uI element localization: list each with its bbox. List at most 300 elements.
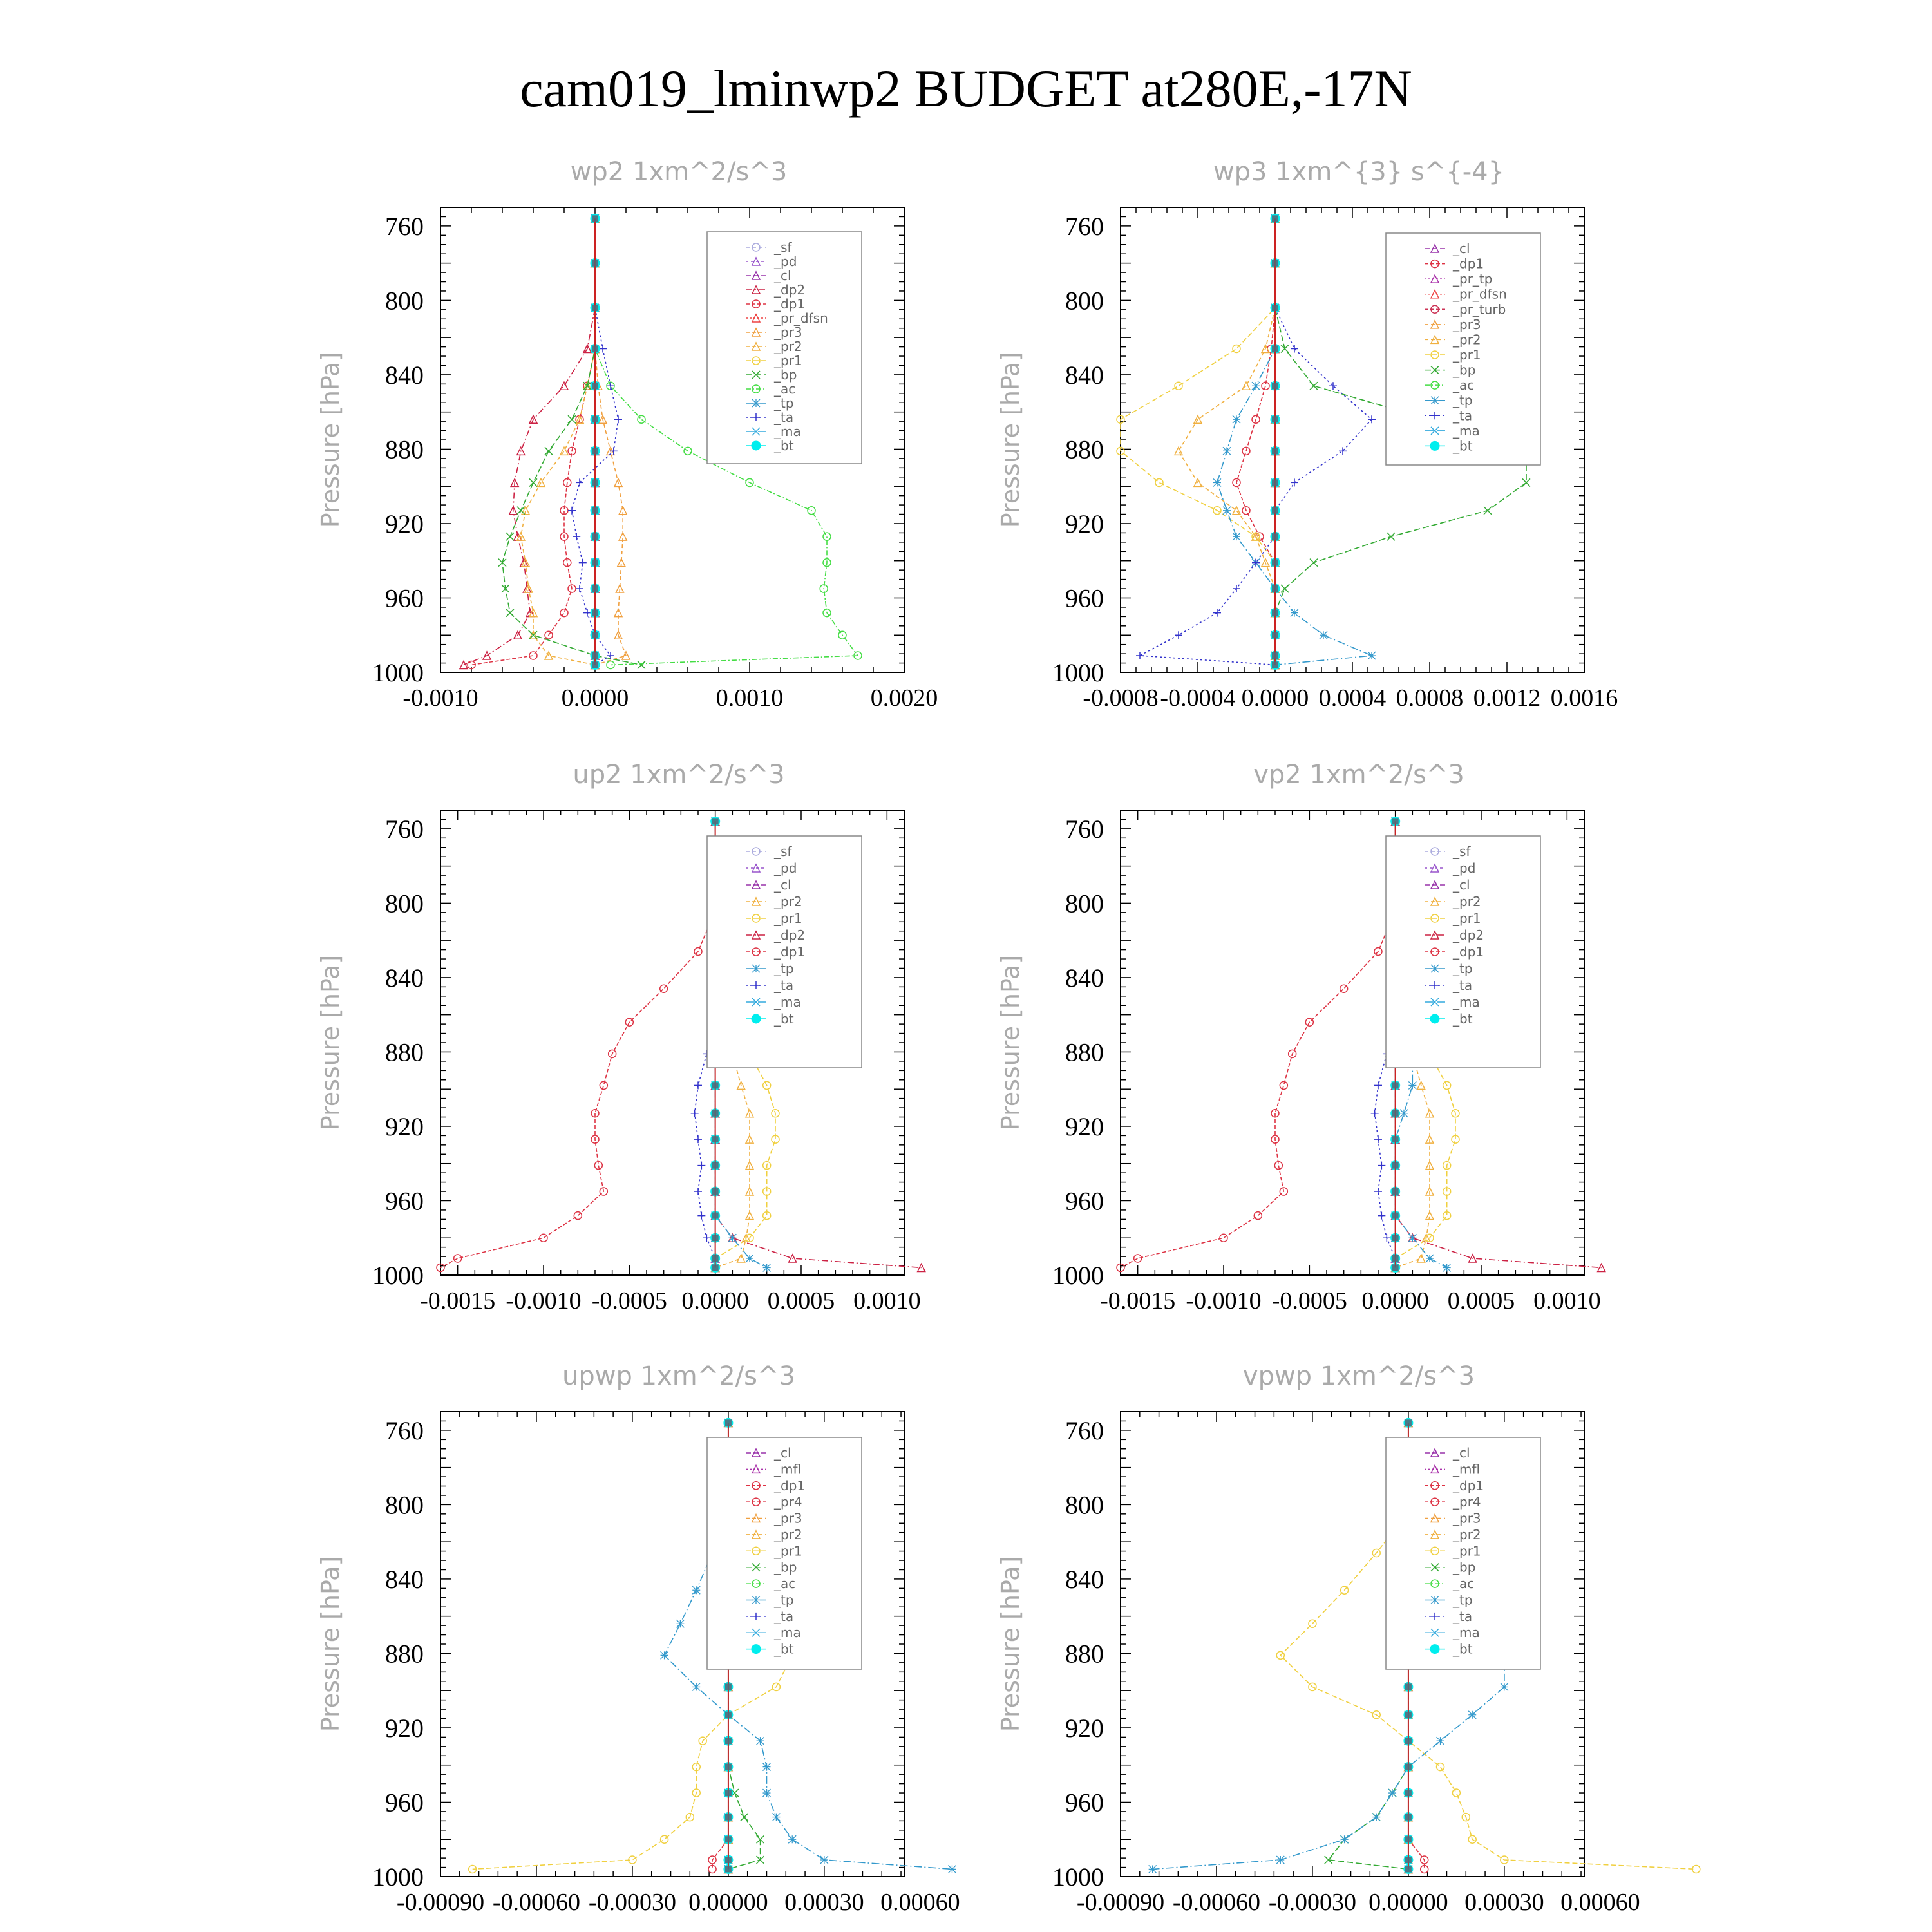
- data-point: [1368, 652, 1376, 659]
- data-point: [772, 1814, 780, 1821]
- subplot-title: vp2 1xm^2/s^3: [1253, 760, 1464, 790]
- data-point: [697, 1212, 705, 1220]
- legend-entry: _pr1: [774, 1543, 802, 1559]
- data-point: [1340, 985, 1348, 992]
- y-tick-label: 880: [1065, 1639, 1104, 1669]
- y-tick-label: 880: [385, 1639, 424, 1669]
- total-marker: [1272, 652, 1278, 659]
- x-tick-label: 0.0000: [1241, 685, 1309, 712]
- data-point: [763, 1264, 771, 1271]
- legend-entry: _pr1: [774, 353, 802, 368]
- data-point: [660, 985, 668, 992]
- legend-entry: _mfl: [774, 1461, 802, 1477]
- data-point: [1387, 533, 1395, 540]
- legend-entry: _bt: [1453, 438, 1473, 454]
- y-tick-label: 1000: [1052, 1261, 1104, 1290]
- total-marker: [592, 479, 598, 486]
- legend-marker: [1430, 1645, 1439, 1654]
- y-tick-label: 1000: [1052, 1862, 1104, 1891]
- data-point: [1501, 1683, 1508, 1690]
- data-point: [1408, 1081, 1416, 1089]
- total-marker: [712, 1264, 719, 1271]
- legend-entry: _pr1: [1453, 347, 1481, 363]
- y-tick-label: 800: [1065, 889, 1104, 918]
- series-bp: [498, 214, 645, 668]
- y-tick-label: 920: [385, 1112, 424, 1141]
- legend-entry: _bp: [774, 1559, 797, 1575]
- data-point: [568, 507, 576, 515]
- data-point: [1134, 1255, 1142, 1262]
- y-tick-label: 800: [1065, 1490, 1104, 1520]
- y-tick-label: 880: [1065, 1037, 1104, 1067]
- total-marker: [1272, 416, 1278, 422]
- y-tick-label: 760: [1065, 211, 1104, 241]
- data-point: [638, 661, 645, 668]
- data-point: [560, 447, 568, 455]
- legend-entry: _pr1: [1453, 911, 1481, 926]
- data-point: [1233, 345, 1240, 352]
- legend: [1386, 836, 1540, 1068]
- y-tick-label: 760: [1065, 1416, 1104, 1445]
- legend-entry: _dp1: [774, 296, 806, 312]
- x-tick-label: -0.0010: [1186, 1287, 1262, 1314]
- legend-entry: _bp: [1453, 362, 1476, 378]
- legend-entry: _pd: [774, 860, 797, 876]
- data-point: [1252, 382, 1260, 390]
- y-tick-label: 960: [385, 1788, 424, 1817]
- legend-entry: _ta: [1453, 978, 1473, 993]
- data-point: [1276, 1856, 1284, 1864]
- data-point: [1383, 1234, 1390, 1242]
- total-marker: [1392, 1082, 1399, 1088]
- data-point: [948, 1865, 956, 1873]
- y-axis-label: Pressure [hPa]: [316, 352, 345, 528]
- total-marker: [1392, 1162, 1399, 1169]
- series-dp1: [468, 214, 599, 668]
- data-point: [1378, 1162, 1385, 1170]
- total-marker: [1272, 479, 1278, 486]
- total-marker: [712, 1213, 719, 1219]
- total-marker: [592, 345, 598, 352]
- legend-entry: _tp: [774, 1592, 794, 1608]
- y-axis-label: Pressure [hPa]: [316, 1556, 345, 1732]
- series-line: [1121, 218, 1275, 665]
- data-point: [1291, 609, 1298, 617]
- data-point: [1329, 382, 1337, 390]
- data-point: [506, 609, 514, 617]
- x-tick-label: 0.0000: [1361, 1287, 1429, 1314]
- x-tick-label: 0.00000: [1368, 1889, 1448, 1916]
- data-point: [746, 1255, 753, 1262]
- series-dp2: [460, 214, 599, 668]
- total-marker: [1392, 818, 1399, 824]
- legend: [707, 1437, 862, 1669]
- series-line: [1140, 218, 1372, 665]
- data-point: [576, 585, 583, 592]
- legend-entry: _cl: [1453, 241, 1470, 256]
- total-marker: [725, 1419, 732, 1426]
- legend-marker: [752, 399, 760, 407]
- data-point: [560, 382, 568, 390]
- data-point: [741, 1814, 748, 1821]
- total-marker: [592, 507, 598, 514]
- x-tick-label: 0.0020: [870, 685, 938, 712]
- legend-entry: _cl: [1453, 1445, 1470, 1461]
- total-marker: [1272, 610, 1278, 616]
- legend-entry: _dp1: [1453, 944, 1484, 960]
- data-point: [576, 478, 583, 486]
- data-point: [1437, 1763, 1444, 1771]
- legend-entry: _tp: [1453, 961, 1473, 976]
- total-marker: [1405, 1836, 1412, 1842]
- y-tick-label: 960: [1065, 1186, 1104, 1216]
- total-marker: [592, 610, 598, 616]
- x-tick-label: -0.00090: [396, 1889, 485, 1916]
- total-marker: [592, 585, 598, 592]
- legend-entry: _pr2: [774, 894, 802, 909]
- total-marker: [1392, 1136, 1399, 1142]
- y-tick-label: 920: [1065, 509, 1104, 538]
- series-line: [521, 218, 595, 665]
- data-point: [737, 1255, 745, 1262]
- data-point: [1155, 478, 1163, 486]
- data-point: [607, 661, 614, 668]
- data-point: [691, 1110, 699, 1117]
- total-marker: [1272, 215, 1278, 222]
- data-point: [788, 1835, 796, 1843]
- total-marker: [725, 1683, 732, 1690]
- data-point: [460, 661, 468, 668]
- total-marker: [1272, 533, 1278, 540]
- data-point: [1452, 1789, 1460, 1797]
- series-pr1: [1117, 214, 1279, 668]
- data-point: [599, 345, 607, 352]
- series-dp1: [1233, 214, 1279, 668]
- y-tick-label: 880: [1065, 435, 1104, 464]
- data-point: [1291, 345, 1298, 352]
- data-point: [676, 1620, 684, 1627]
- series-line: [1179, 218, 1275, 665]
- x-tick-label: 0.0008: [1396, 685, 1464, 712]
- total-marker: [712, 1188, 719, 1195]
- subplot-title: upwp 1xm^2/s^3: [562, 1361, 795, 1391]
- legend-entry: _pr2: [1453, 894, 1481, 909]
- data-point: [568, 415, 576, 423]
- subplot-title: wp3 1xm^{3} s^{-4}: [1213, 157, 1505, 187]
- legend-entry: _sf: [1453, 844, 1471, 859]
- y-tick-label: 760: [385, 1416, 424, 1445]
- total-marker: [592, 383, 598, 389]
- chart-panel-1: [316, 157, 938, 712]
- data-point: [1149, 1865, 1157, 1873]
- y-tick-label: 920: [385, 1713, 424, 1743]
- legend-marker: [752, 1014, 761, 1023]
- legend-entry: _pr_dfsn: [1453, 286, 1507, 302]
- legend-entry: _cl: [774, 877, 791, 893]
- total-marker: [592, 215, 598, 222]
- legend-entry: _dp1: [774, 944, 806, 960]
- y-tick-label: 800: [385, 286, 424, 316]
- x-tick-label: 0.00030: [1464, 1889, 1544, 1916]
- y-tick-label: 840: [1065, 360, 1104, 390]
- data-point: [1233, 585, 1240, 592]
- series-line: [1236, 218, 1275, 665]
- total-marker: [712, 1235, 719, 1241]
- data-point: [697, 1162, 705, 1170]
- data-point: [1388, 1789, 1396, 1797]
- total-marker: [1405, 1683, 1412, 1690]
- data-point: [694, 1188, 702, 1195]
- data-point: [454, 1255, 462, 1262]
- series-dp1: [437, 817, 719, 1271]
- total-marker: [1272, 585, 1278, 592]
- data-point: [692, 1683, 700, 1690]
- legend-entry: _bt: [1453, 1011, 1473, 1027]
- data-point: [1371, 1110, 1379, 1117]
- chart-panel-5: [316, 1361, 960, 1916]
- data-point: [498, 559, 506, 567]
- data-point: [1223, 447, 1231, 455]
- legend-marker: [752, 1596, 760, 1604]
- total-marker: [725, 1866, 732, 1872]
- data-point: [1281, 585, 1289, 592]
- legend-entry: _ac: [774, 381, 796, 397]
- x-tick-label: 0.0010: [715, 685, 784, 712]
- y-tick-label: 760: [385, 211, 424, 241]
- legend-entry: _ta: [774, 978, 794, 993]
- figure-title: cam019_lminwp2 BUDGET at280E,-17N: [520, 59, 1412, 118]
- data-point: [1280, 1081, 1287, 1089]
- data-point: [1372, 1814, 1380, 1821]
- data-point: [757, 1737, 764, 1745]
- legend-entry: _ta: [774, 410, 794, 425]
- data-point: [1175, 631, 1182, 639]
- x-tick-label: -0.0010: [506, 1287, 582, 1314]
- data-point: [1213, 478, 1221, 486]
- chart-panel-6: [996, 1361, 1700, 1916]
- data-point: [540, 1234, 547, 1242]
- legend-entry: _bt: [1453, 1641, 1473, 1657]
- total-marker: [1405, 1764, 1412, 1770]
- x-tick-label: 0.0016: [1550, 685, 1618, 712]
- series-line: [502, 218, 641, 665]
- total-marker: [712, 1255, 719, 1262]
- data-point: [1242, 447, 1250, 455]
- data-point: [1408, 1234, 1416, 1242]
- y-axis-label: Pressure [hPa]: [996, 954, 1025, 1131]
- data-point: [1374, 1135, 1382, 1143]
- legend-entry: _pd: [774, 254, 797, 269]
- total-marker: [725, 1814, 732, 1821]
- y-tick-label: 960: [385, 583, 424, 613]
- series-line: [1121, 821, 1396, 1267]
- y-axis-label: Pressure [hPa]: [316, 954, 345, 1131]
- legend-entry: _ac: [1453, 1576, 1475, 1592]
- total-marker: [1272, 383, 1278, 389]
- total-marker: [1405, 1814, 1412, 1821]
- x-tick-label: -0.0010: [402, 685, 478, 712]
- data-point: [820, 1856, 828, 1864]
- series-line: [464, 218, 595, 665]
- legend-marker: [752, 441, 761, 450]
- total-marker: [1405, 1419, 1412, 1426]
- total-marker: [1405, 1712, 1412, 1718]
- data-point: [1426, 1255, 1434, 1262]
- total-marker: [592, 661, 598, 668]
- total-marker: [725, 1738, 732, 1744]
- series-line: [1217, 218, 1372, 665]
- x-tick-label: -0.00060: [1172, 1889, 1261, 1916]
- series-tp: [1213, 214, 1376, 668]
- data-point: [1281, 345, 1289, 352]
- legend-entry: _ma: [774, 424, 801, 439]
- legend-entry: _pr3: [1453, 1510, 1481, 1526]
- x-tick-label: -0.00030: [1268, 1889, 1357, 1916]
- y-axis-label: Pressure [hPa]: [996, 352, 1025, 528]
- legend-entry: _cl: [774, 1445, 791, 1461]
- legend-entry: _dp2: [1453, 927, 1484, 943]
- x-tick-label: -0.0008: [1083, 685, 1159, 712]
- legend-entry: _bt: [774, 1641, 794, 1657]
- x-tick-label: 0.0010: [1533, 1287, 1601, 1314]
- total-marker: [1392, 1110, 1399, 1117]
- legend-entry: _ta: [1453, 1608, 1473, 1624]
- total-marker: [592, 533, 598, 540]
- legend-entry: _pr3: [774, 325, 802, 340]
- total-marker: [725, 1712, 732, 1718]
- data-point: [823, 533, 831, 540]
- x-tick-label: 0.00060: [1560, 1889, 1640, 1916]
- total-marker: [1392, 1213, 1399, 1219]
- total-marker: [1272, 560, 1278, 566]
- legend: [707, 232, 862, 464]
- x-tick-label: 0.0005: [767, 1287, 835, 1314]
- y-tick-label: 760: [385, 814, 424, 844]
- total-marker: [725, 1764, 732, 1770]
- data-point: [1175, 447, 1182, 455]
- data-point: [694, 1135, 702, 1143]
- chart-panel-2: [996, 157, 1618, 712]
- data-point: [1310, 382, 1318, 390]
- total-marker: [725, 1857, 732, 1863]
- series-pr3: [591, 214, 630, 668]
- data-point: [545, 447, 553, 455]
- data-point: [560, 609, 568, 617]
- data-point: [1233, 415, 1240, 423]
- legend-entry: _ma: [774, 994, 801, 1010]
- total-marker: [1272, 661, 1278, 668]
- total-marker: [592, 260, 598, 267]
- data-point: [1291, 478, 1298, 486]
- data-point: [661, 1651, 668, 1659]
- data-point: [1339, 447, 1347, 455]
- series-line: [440, 821, 715, 1267]
- data-point: [506, 533, 514, 540]
- legend-entry: _ac: [1453, 377, 1475, 393]
- legend-entry: _pd: [1453, 860, 1476, 876]
- data-point: [1233, 533, 1240, 540]
- legend-entry: _cl: [774, 268, 791, 283]
- total-marker: [1405, 1857, 1412, 1863]
- legend-entry: _dp1: [1453, 1477, 1484, 1493]
- legend-entry: _ta: [774, 1608, 794, 1624]
- y-axis-label: Pressure [hPa]: [996, 1556, 1025, 1732]
- chart-panel-3: [316, 760, 925, 1314]
- legend-entry: _ma: [1453, 422, 1480, 439]
- x-tick-label: 0.00000: [688, 1889, 768, 1916]
- y-tick-label: 1000: [1052, 658, 1104, 687]
- total-marker: [725, 1836, 732, 1842]
- y-tick-label: 760: [1065, 814, 1104, 844]
- y-tick-label: 880: [385, 1037, 424, 1067]
- x-tick-label: 0.0010: [853, 1287, 921, 1314]
- legend-entry: _pr4: [1453, 1494, 1481, 1510]
- data-point: [614, 415, 622, 423]
- total-marker: [712, 1162, 719, 1169]
- legend-entry: _pr1: [774, 911, 802, 926]
- legend-entry: _dp2: [774, 282, 806, 298]
- legend-entry: _tp: [1453, 392, 1473, 408]
- x-tick-label: -0.0005: [591, 1287, 667, 1314]
- y-tick-label: 880: [385, 435, 424, 464]
- total-marker: [712, 818, 719, 824]
- total-marker: [1392, 1188, 1399, 1195]
- y-tick-label: 920: [1065, 1713, 1104, 1743]
- total-marker: [712, 1082, 719, 1088]
- x-tick-label: 0.0004: [1318, 685, 1387, 712]
- x-tick-label: -0.00090: [1076, 1889, 1165, 1916]
- data-point: [1233, 507, 1240, 515]
- data-point: [1223, 507, 1231, 515]
- total-marker: [1392, 1264, 1399, 1271]
- data-point: [573, 533, 580, 540]
- series-dp1: [1117, 817, 1399, 1271]
- series-ta: [1136, 214, 1376, 668]
- legend-entry: _sf: [774, 844, 792, 859]
- legend-entry: _ma: [1453, 994, 1480, 1010]
- total-marker: [1272, 507, 1278, 514]
- legend-entry: _dp1: [1453, 256, 1484, 272]
- legend-entry: _pr1: [1453, 1543, 1481, 1559]
- data-point: [1378, 1212, 1385, 1220]
- legend-entry: _bt: [774, 438, 794, 453]
- legend-entry: _ta: [1453, 408, 1473, 424]
- data-point: [1443, 1264, 1451, 1271]
- total-marker: [1405, 1790, 1412, 1796]
- data-point: [583, 382, 591, 390]
- subplot-title: wp2 1xm^2/s^3: [570, 157, 788, 187]
- x-tick-label: 0.0000: [561, 685, 629, 712]
- y-tick-label: 840: [385, 1564, 424, 1594]
- legend-marker: [1431, 965, 1439, 972]
- total-marker: [725, 1790, 732, 1796]
- data-point: [762, 1789, 770, 1797]
- total-marker: [592, 560, 598, 566]
- legend-entry: _ac: [774, 1576, 796, 1592]
- x-tick-label: 0.00060: [880, 1889, 960, 1916]
- data-point: [1400, 1110, 1408, 1117]
- legend-marker: [1431, 1596, 1439, 1604]
- legend-entry: _ma: [774, 1625, 801, 1641]
- data-point: [529, 478, 537, 486]
- legend-marker: [1430, 441, 1439, 450]
- data-point: [1374, 1081, 1382, 1089]
- total-marker: [592, 652, 598, 659]
- legend-entry: _bp: [1453, 1559, 1476, 1575]
- x-tick-label: -0.0015: [420, 1287, 496, 1314]
- total-marker: [1405, 1738, 1412, 1744]
- x-tick-label: 0.0012: [1473, 685, 1541, 712]
